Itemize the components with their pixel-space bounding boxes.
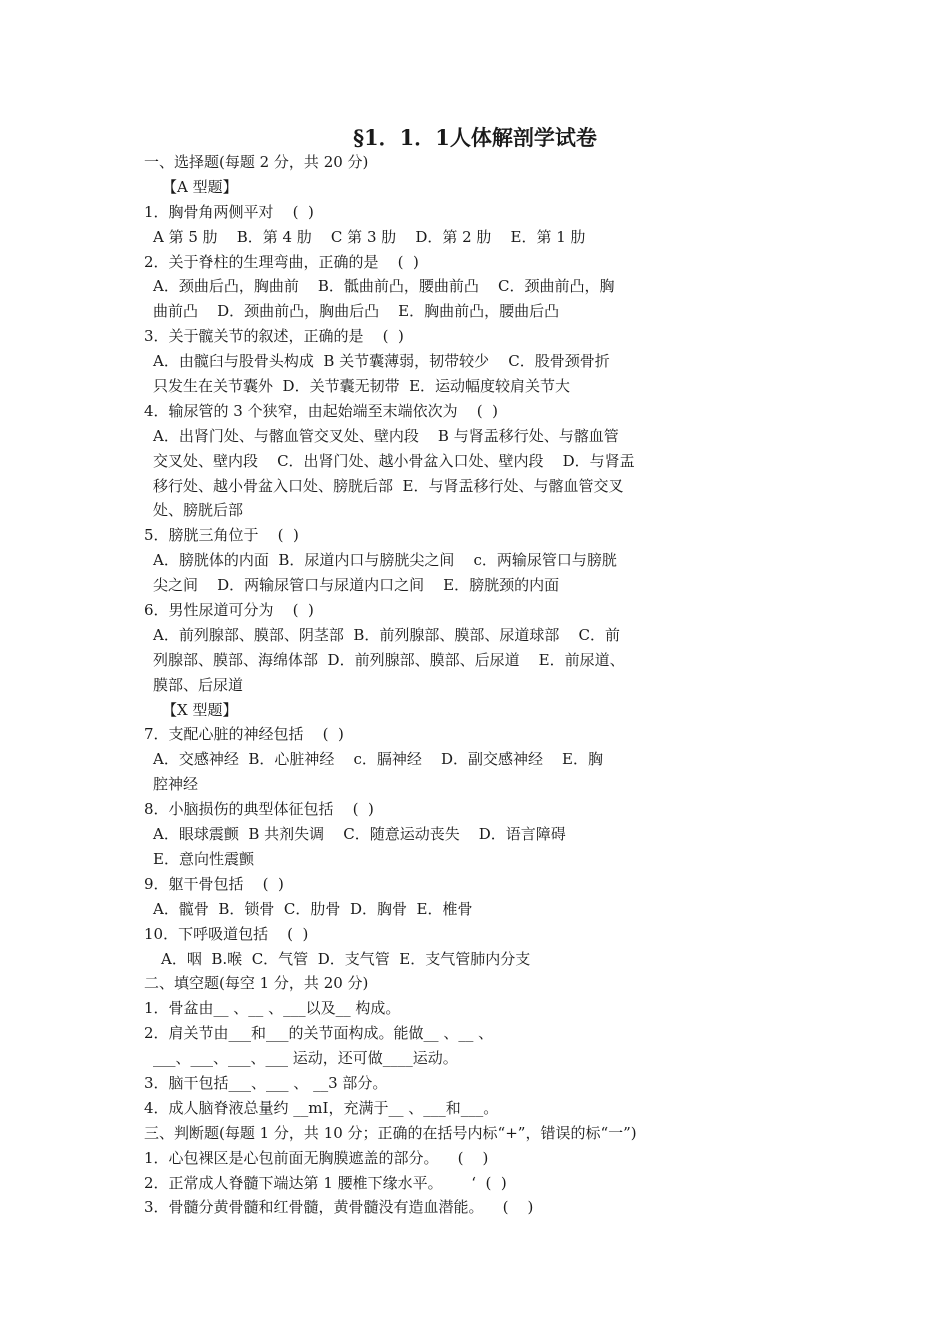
text-line: A 第 5 肋 B．第 4 肋 C 第 3 肋 D．第 2 肋 E．第 1 肋 [153,227,586,246]
text-line: 一、选择题(每题 2 分，共 20 分) [144,153,369,171]
document-body [144,150,844,1220]
text-line: A．髋骨 B．锁骨 C．肋骨 D．胸骨 E．椎骨 [153,899,473,918]
text-line: 列腺部、膜部、海绵体部 D．前列腺部、膜部、后尿道 E．前尿道、 [153,650,625,669]
text-line: 9．躯干骨包括 ( ) [144,874,284,893]
text-line: 膜部、后尿道 [153,675,244,694]
text-line: A．颈曲后凸，胸曲前 B．骶曲前凸，腰曲前凸 C．颈曲前凸，胸 [153,277,615,296]
text-line: 7．支配心脏的神经包括 ( ) [144,725,344,744]
text-line: 【X 型题】 [162,700,238,719]
text-line: 10．下呼吸道包括 ( ) [144,924,309,943]
text-line: 2．关于脊柱的生理弯曲，正确的是 ( ) [144,252,419,271]
text-line: 1．心包裸区是心包前面无胸膜遮盖的部分。 ( ) [144,1148,489,1167]
text-line: 三、判断题(每题 1 分，共 10 分；正确的在括号内标“+”，错误的标“一”) [144,1123,637,1142]
text-line: 只发生在关节囊外 D．关节囊无韧带 E．运动幅度较肩关节大 [153,377,571,396]
text-line: 曲前凸 D．颈曲前凸，胸曲后凸 E．胸曲前凸，腰曲后凸 [153,302,560,321]
text-line: E．意向性震颤 [153,849,254,868]
text-line: 4．成人脑脊液总量约 __mI，充满于__ 、___和___。 [144,1098,499,1117]
text-line: 5．膀胱三角位于 ( ) [144,526,299,545]
text-line: 3．脑干包括___、___ 、 __3 部分。 [144,1073,388,1092]
text-line: A．交感神经 B．心脏神经 c．膈神经 D．副交感神经 E．胸 [153,750,603,769]
text-line: 处、膀胱后部 [153,501,244,520]
text-line: A．咽 B.喉 C．气管 D．支气管 E．支气管肺内分支 [161,949,531,968]
text-line: 交叉处、壁内段 C．出肾门处、越小骨盆入口处、壁内段 D．与肾盂 [153,451,635,470]
text-line: 1．胸骨角两侧平对 ( ) [144,202,314,221]
text-line: 2．肩关节由___和___的关节面构成。能做__ 、__ 、 [144,1024,494,1043]
text-line: 3．关于髋关节的叙述，正确的是 ( ) [144,327,404,346]
text-line: 4．输尿管的 3 个狭窄，由起始端至末端依次为 ( ) [144,401,498,420]
text-line: A．眼球震颤 B 共剂失调 C．随意运动丧失 D．语言障碍 [153,825,566,844]
text-line: A．前列腺部、膜部、阴茎部 B．前列腺部、膜部、尿道球部 C．前 [153,625,620,644]
text-line: 2．正常成人脊髓下端达第 1 腰椎下缘水平。 ‘ ( ) [144,1173,507,1192]
text-line: 腔神经 [153,775,199,794]
text-line: 尖之间 D．两输尿管口与尿道内口之间 E．膀胱颈的内面 [153,576,560,595]
text-line: 【A 型题】 [162,177,238,196]
text-line: 6．男性尿道可分为 ( ) [144,601,314,620]
text-line: ___、___、___、___ 运动，还可做____运动。 [153,1049,458,1068]
text-line: A．出肾门处、与髂血管交叉处、壁内段 B 与肾盂移行处、与髂血管 [153,426,619,445]
text-line: 3．骨髓分黄骨髓和红骨髓，黄骨髓没有造血潜能。 ( ) [144,1198,534,1217]
text-line: 1．骨盆由__ 、__ 、___以及__ 构成。 [144,999,401,1018]
text-line: A．膀胱体的内面 B．尿道内口与膀胱尖之间 c．两输尿管口与膀胱 [153,551,617,570]
text-line: 移行处、越小骨盆入口处、膀胱后部 E．与肾盂移行处、与髂血管交叉 [153,476,624,495]
text-line: A．由髋臼与股骨头构成 B 关节囊薄弱，韧带较少 C．股骨颈骨折 [153,352,610,371]
document-title: §1．1．1人体解剖学试卷 [353,125,597,150]
text-line: 二、填空题(每空 1 分，共 20 分) [144,974,369,993]
text-line: 8．小脑损伤的典型体征包括 ( ) [144,800,374,819]
